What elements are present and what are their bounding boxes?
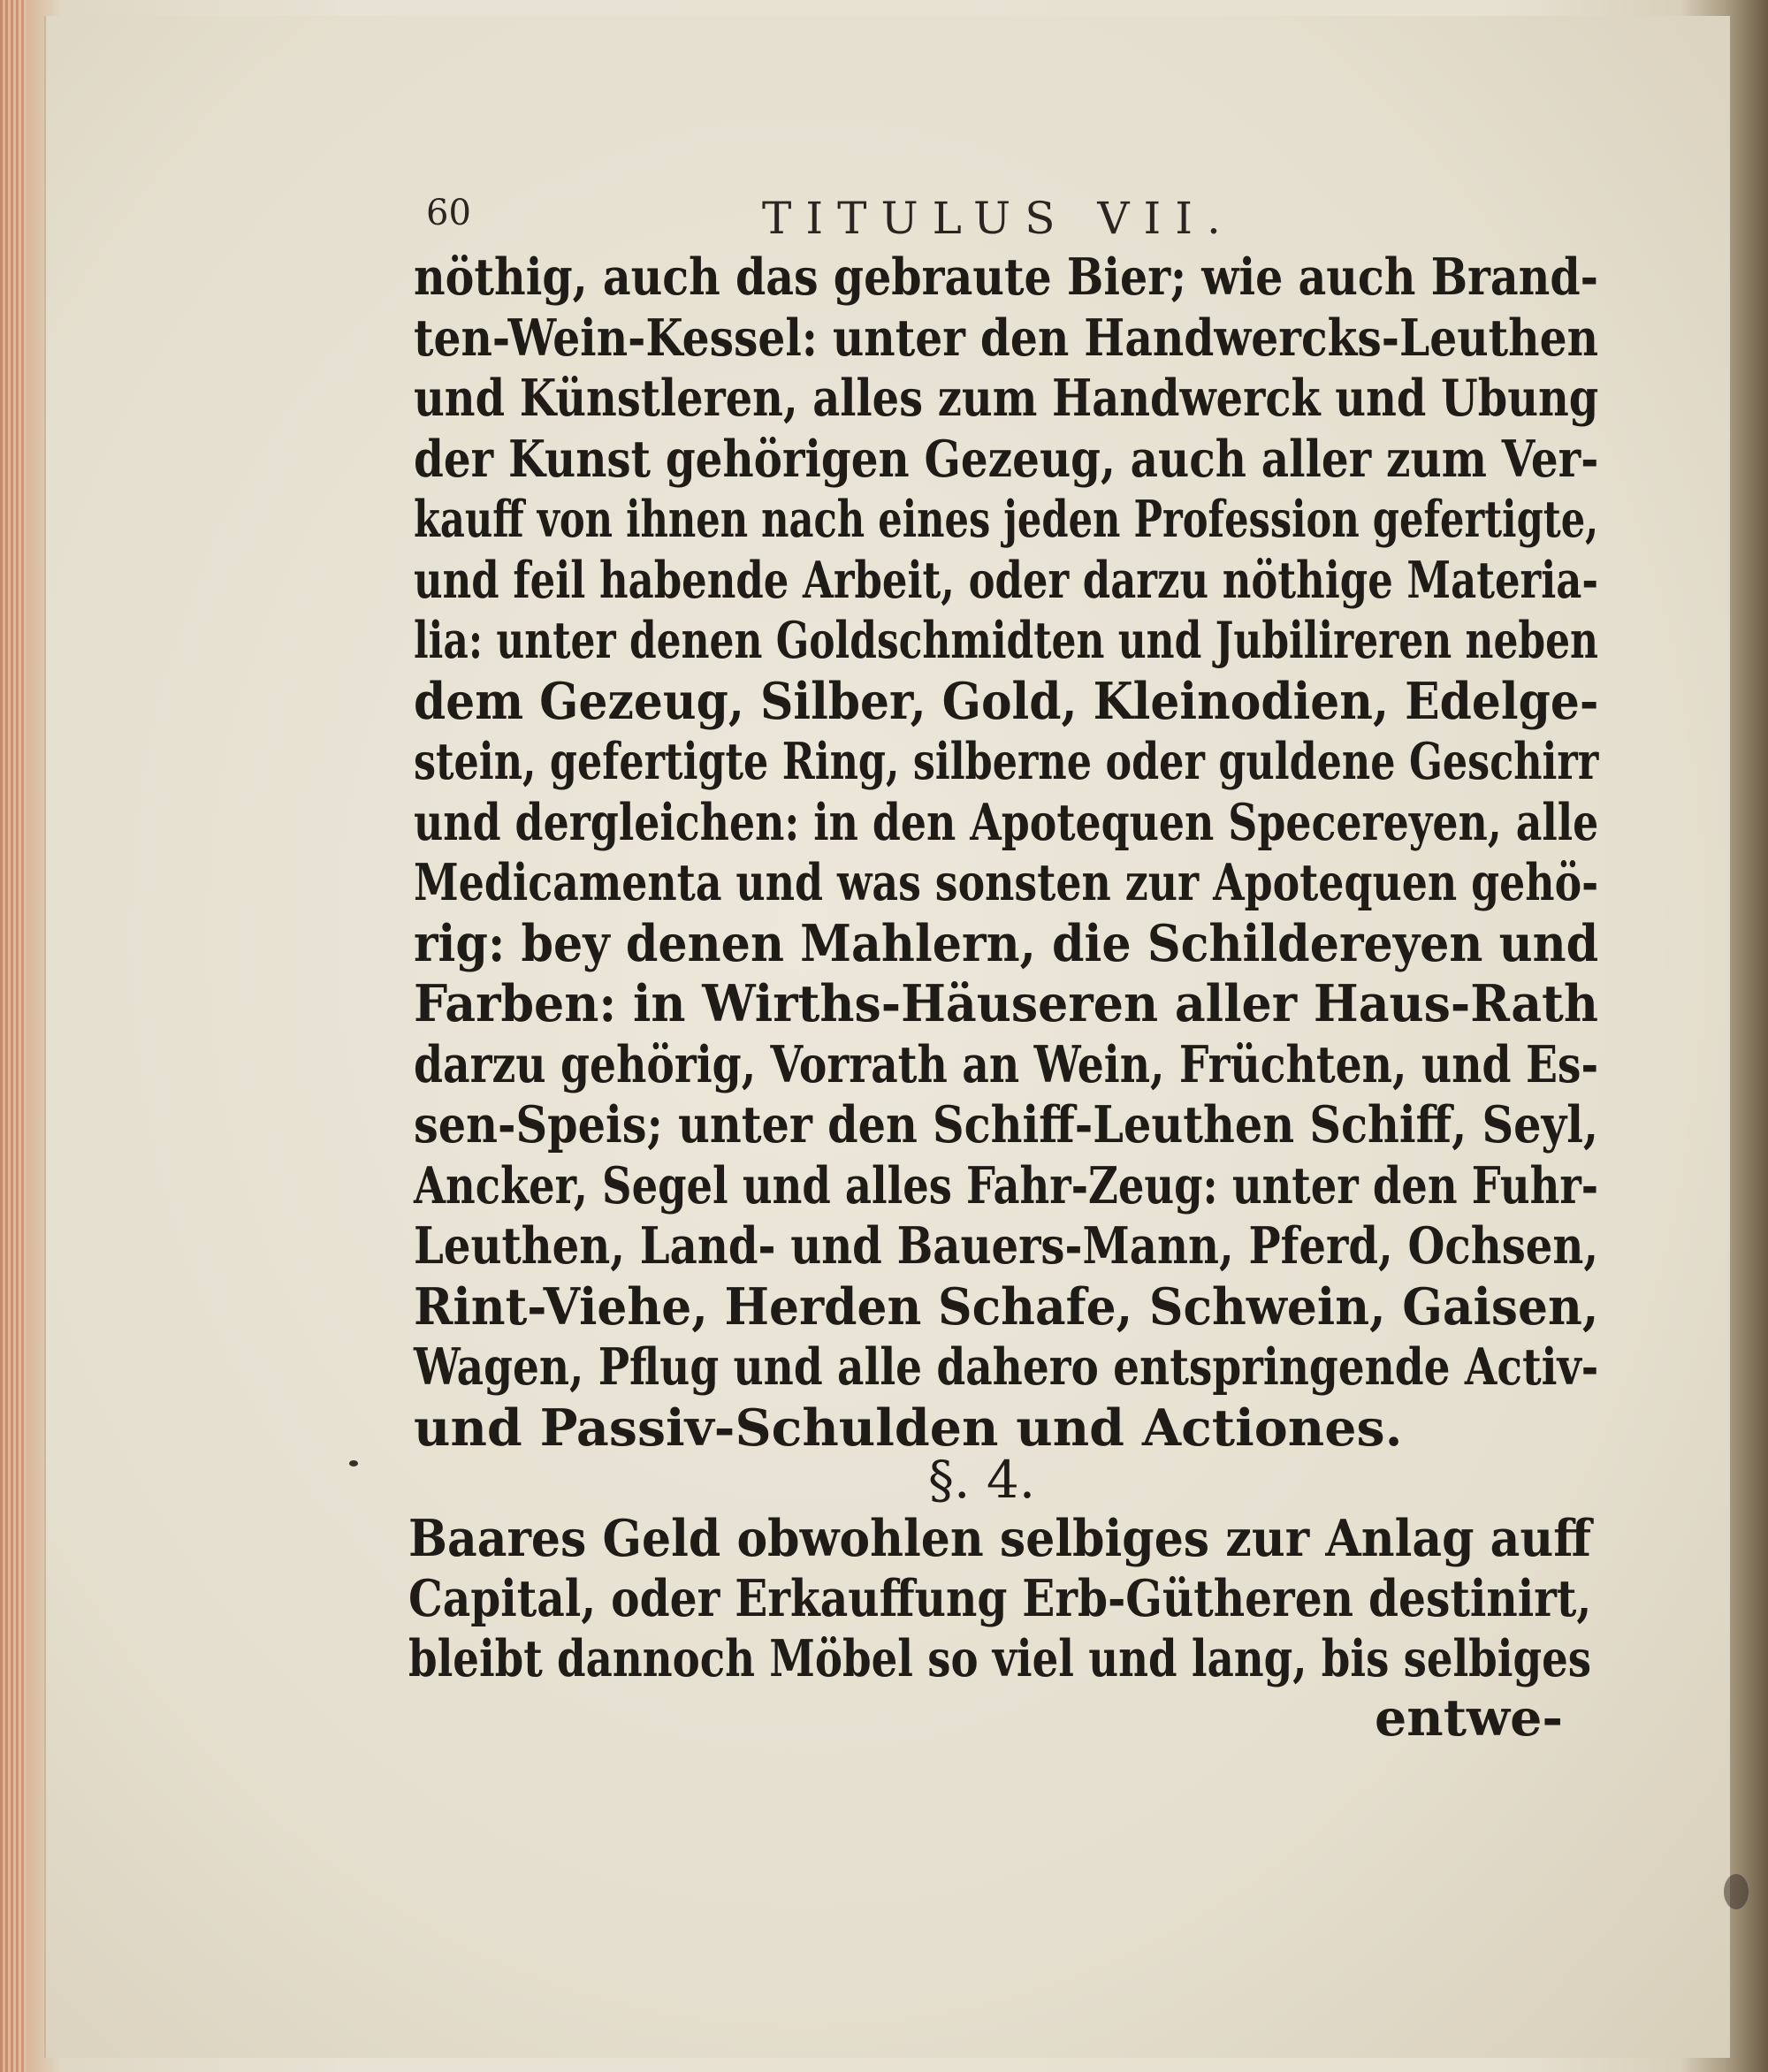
text-line: Leuthen, Land- und Bauers-Mann, Pferd, Ochsen,: [414, 1216, 1599, 1276]
ink-speck: [349, 1460, 358, 1466]
section-mark: §. 4.: [928, 1450, 1036, 1510]
text-line: bleibt dannoch Möbel so viel und lang, bis selbiges: [408, 1629, 1591, 1688]
text-line: kauff von ihnen nach eines jeden Profession gefertigte,: [414, 490, 1599, 549]
text-line: und feil habende Arbeit, oder darzu nöthige Materia-: [414, 550, 1598, 610]
text-line: Farben: in Wirths-Häuseren aller Haus-Rath: [414, 974, 1598, 1033]
text-line: Medicamenta und was sonsten zur Apotequen gehö-: [414, 853, 1599, 912]
text-line: und dergleichen: in den Apotequen Specereyen, alle: [414, 792, 1599, 852]
text-line: und Künstleren, alles zum Handwerck und Ubung: [414, 369, 1599, 428]
text-line: Rint-Viehe, Herden Schafe, Schwein, Gaisen,: [414, 1276, 1599, 1337]
text-line: sen-Speis; unter den Schiff-Leuthen Schiff, Seyl,: [414, 1095, 1599, 1154]
text-line: Baares Geld obwohlen selbiges zur Anlag auff: [408, 1509, 1591, 1568]
text-line: und Passiv-Schulden und Actiones.: [414, 1398, 1403, 1458]
text-line: lia: unter denen Goldschmidten und Jubilireren neben: [414, 611, 1598, 670]
text-line: ten-Wein-Kessel: unter den Handwercks-Leuthen: [414, 308, 1598, 368]
text-line: rig: bey denen Mahlern, die Schildereyen und: [414, 913, 1599, 973]
text-line: Capital, oder Erkauffung Erb-Gütheren destinirt,: [408, 1569, 1592, 1628]
text-line: Ancker, Segel und alles Fahr-Zeug: unter den Fuhr-: [414, 1155, 1599, 1215]
page-fore-edge: [0, 0, 27, 2072]
text-line: stein, gefertigte Ring, silberne oder guldene Geschirr: [414, 732, 1599, 791]
running-head: TITULUS VII.: [762, 193, 1235, 244]
catchword: entwe-: [1375, 1688, 1564, 1748]
text-line: darzu gehörig, Vorrath an Wein, Früchten, und Es-: [414, 1034, 1599, 1094]
text-line: der Kunst gehörigen Gezeug, auch aller zum Ver-: [414, 429, 1599, 489]
page-number: 60: [426, 193, 471, 233]
text-line: dem Gezeug, Silber, Gold, Kleinodien, Edelge-: [414, 671, 1599, 731]
text-line: Wagen, Pflug und alle dahero entspringende Activ-: [414, 1337, 1599, 1397]
page-stain: [1724, 1874, 1749, 1909]
text-line: nöthig, auch das gebraute Bier; wie auch Brand-: [414, 248, 1598, 307]
